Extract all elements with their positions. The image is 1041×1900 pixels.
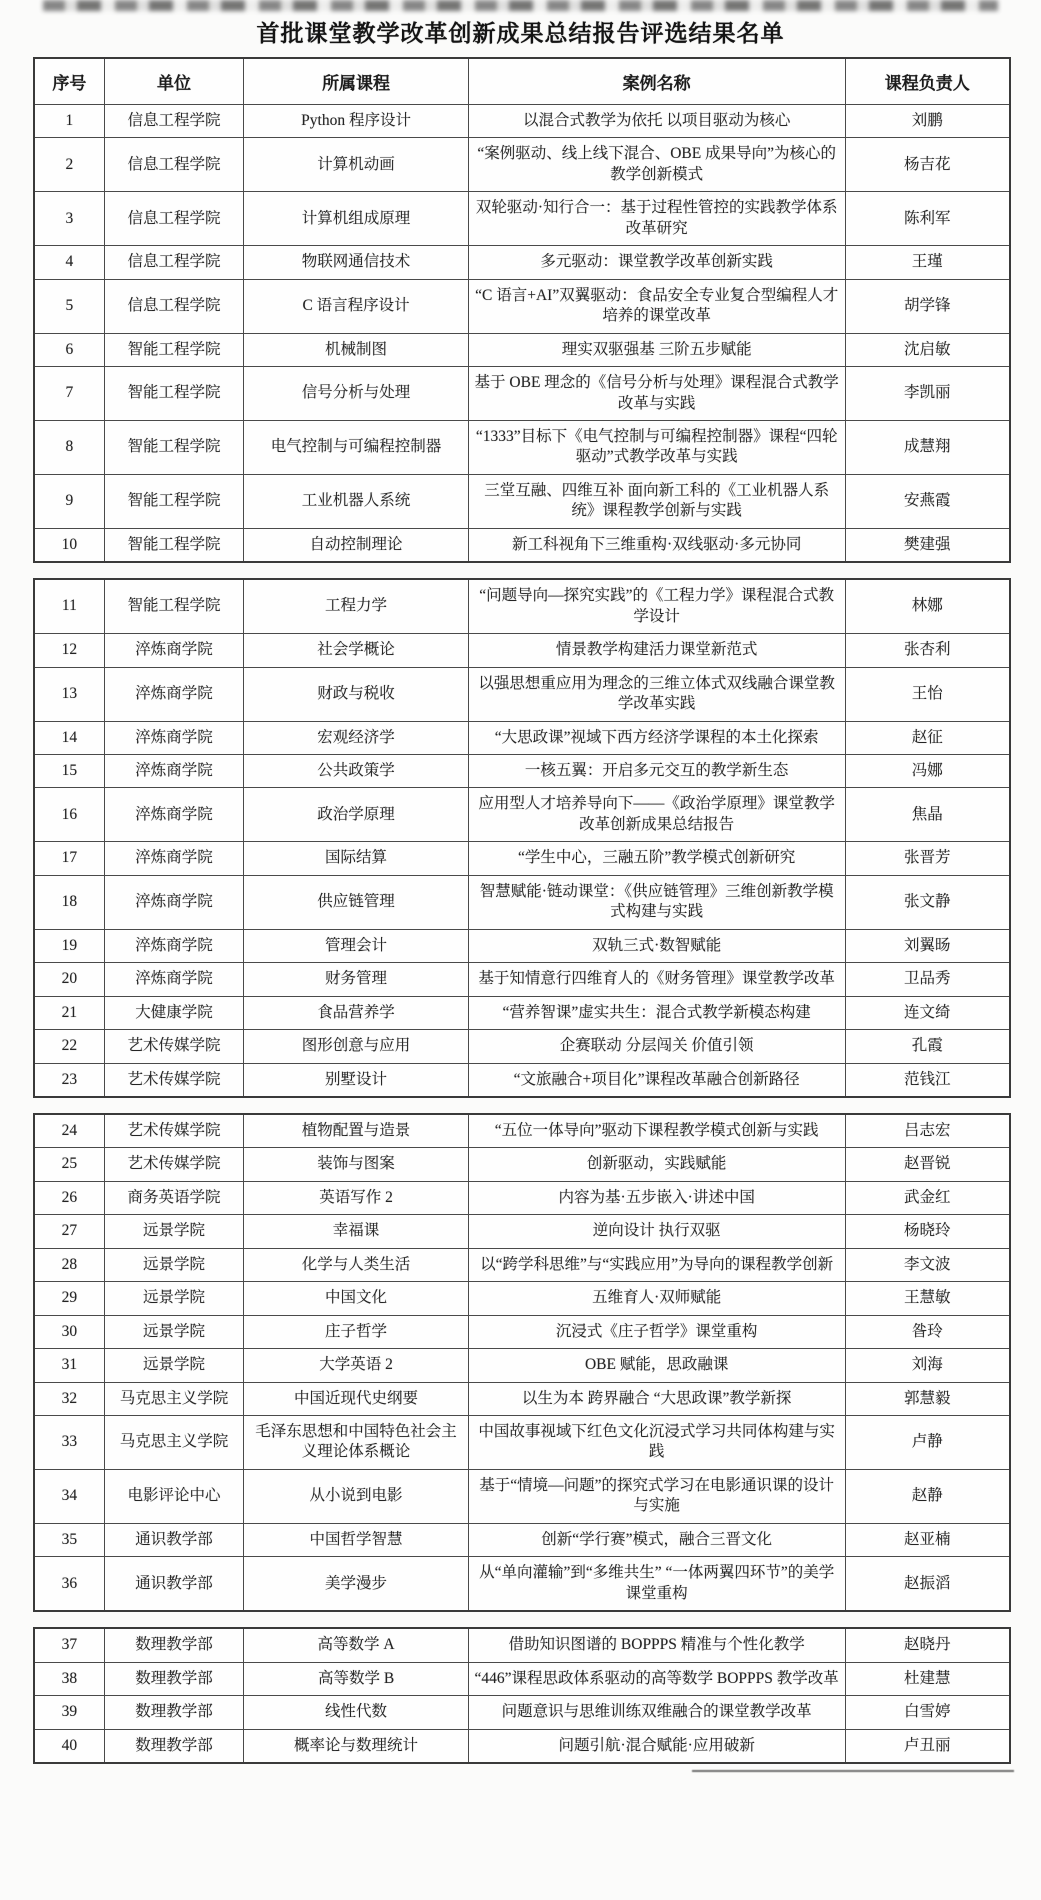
cell-course: 计算机组成原理	[244, 192, 468, 246]
cell-index: 17	[34, 842, 104, 875]
cell-unit: 淬炼商学院	[104, 667, 244, 721]
cell-index: 2	[34, 138, 104, 192]
cell-course: 机械制图	[244, 333, 468, 366]
cell-index: 37	[34, 1628, 104, 1662]
cell-course: 供应链管理	[244, 875, 468, 929]
cell-index: 38	[34, 1662, 104, 1695]
table-row	[34, 1662, 1010, 1695]
cell-unit: 信息工程学院	[104, 105, 244, 138]
cell-unit: 信息工程学院	[104, 138, 244, 192]
cell-case-title: 问题意识与思维训练双维融合的课堂教学改革	[468, 1696, 845, 1729]
cell-leader: 郭慧毅	[845, 1382, 1010, 1415]
table-row	[34, 1181, 1010, 1214]
cell-course: 自动控制理论	[244, 528, 468, 562]
cell-case-title: 以混合式教学为依托 以项目驱动为核心	[468, 105, 845, 138]
cell-case-title: 基于“情境—问题”的探究式学习在电影通识课的设计与实施	[468, 1469, 845, 1523]
cell-unit: 淬炼商学院	[104, 788, 244, 842]
table-area	[0, 57, 1041, 1764]
column-header-course: 所属课程	[244, 58, 468, 105]
cell-index: 29	[34, 1282, 104, 1315]
cell-leader: 陈利军	[845, 192, 1010, 246]
cell-course: 幸福课	[244, 1215, 468, 1248]
cell-case-title: 从“单向灌输”到“多维共生” “一体两翼四环节”的美学课堂重构	[468, 1557, 845, 1611]
cell-unit: 远景学院	[104, 1248, 244, 1281]
cell-case-title: 以强思想重应用为理念的三维立体式双线融合课堂教学改革实践	[468, 667, 845, 721]
cell-course: 管理会计	[244, 929, 468, 962]
table-row	[34, 105, 1010, 138]
cell-index: 8	[34, 420, 104, 474]
cell-leader: 范钱江	[845, 1063, 1010, 1097]
cell-case-title: 应用型人才培养导向下——《政治学原理》课堂教学改革创新成果总结报告	[468, 788, 845, 842]
cell-case-title: 以“跨学科思维”与“实践应用”为导向的课程教学创新	[468, 1248, 845, 1281]
table-row	[34, 474, 1010, 528]
table-row	[34, 842, 1010, 875]
cell-case-title: “446”课程思政体系驱动的高等数学 BOPPPS 教学改革	[468, 1662, 845, 1695]
cell-index: 22	[34, 1030, 104, 1063]
cell-course: 工程力学	[244, 579, 468, 633]
cell-case-title: 理实双驱强基 三阶五步赋能	[468, 333, 845, 366]
cell-case-title: “五位一体导向”驱动下课程教学模式创新与实践	[468, 1114, 845, 1148]
column-header-unit: 单位	[104, 58, 244, 105]
table-row	[34, 279, 1010, 333]
table-row	[34, 1315, 1010, 1348]
cell-case-title: “案例驱动、线上线下混合、OBE 成果导向”为核心的教学创新模式	[468, 138, 845, 192]
cell-case-title: 企赛联动 分层闯关 价值引领	[468, 1030, 845, 1063]
table-row	[34, 1382, 1010, 1415]
cell-leader: 杜建慧	[845, 1662, 1010, 1695]
cell-leader: 赵静	[845, 1469, 1010, 1523]
cell-case-title: 创新驱动，实践赋能	[468, 1148, 845, 1181]
cell-leader: 赵振滔	[845, 1557, 1010, 1611]
cell-case-title: 内容为基·五步嵌入·讲述中国	[468, 1181, 845, 1214]
cell-index: 36	[34, 1557, 104, 1611]
cell-leader: 卫品秀	[845, 963, 1010, 996]
cell-case-title: 一核五翼：开启多元交互的教学新生态	[468, 754, 845, 787]
cell-index: 25	[34, 1148, 104, 1181]
cell-case-title: “1333”目标下《电气控制与可编程控制器》课程“四轮驱动”式教学改革与实践	[468, 420, 845, 474]
cell-unit: 智能工程学院	[104, 420, 244, 474]
table-row	[34, 1469, 1010, 1523]
table-row	[34, 996, 1010, 1029]
cell-course: 高等数学 A	[244, 1628, 468, 1662]
cell-leader: 焦晶	[845, 788, 1010, 842]
cell-course: 植物配置与造景	[244, 1114, 468, 1148]
cell-course: 工业机器人系统	[244, 474, 468, 528]
cell-unit: 通识教学部	[104, 1523, 244, 1556]
cell-unit: 远景学院	[104, 1349, 244, 1382]
cell-course: 计算机动画	[244, 138, 468, 192]
cell-case-title: “学生中心，三融五阶”教学模式创新研究	[468, 842, 845, 875]
cell-leader: 张杏利	[845, 634, 1010, 667]
cell-unit: 艺术传媒学院	[104, 1148, 244, 1181]
cell-leader: 刘海	[845, 1349, 1010, 1382]
cell-course: 庄子哲学	[244, 1315, 468, 1348]
cell-index: 13	[34, 667, 104, 721]
page-title: 首批课堂教学改革创新成果总结报告评选结果名单	[256, 21, 785, 46]
column-header-index: 序号	[34, 58, 104, 105]
cell-course: 英语写作 2	[244, 1181, 468, 1214]
cell-case-title: 基于知情意行四维育人的《财务管理》课堂教学改革	[468, 963, 845, 996]
cell-unit: 数理教学部	[104, 1696, 244, 1729]
cell-unit: 通识教学部	[104, 1557, 244, 1611]
cell-index: 24	[34, 1114, 104, 1148]
cell-unit: 艺术传媒学院	[104, 1114, 244, 1148]
table-row	[34, 1248, 1010, 1281]
cell-leader: 李凯丽	[845, 367, 1010, 421]
cell-unit: 商务英语学院	[104, 1181, 244, 1214]
table-row	[34, 1148, 1010, 1181]
cell-unit: 淬炼商学院	[104, 929, 244, 962]
cell-unit: 马克思主义学院	[104, 1382, 244, 1415]
cell-course: 信号分析与处理	[244, 367, 468, 421]
cell-leader: 樊建强	[845, 528, 1010, 562]
table-row	[34, 1628, 1010, 1662]
cell-index: 7	[34, 367, 104, 421]
cell-case-title: 问题引航·混合赋能·应用破新	[468, 1729, 845, 1763]
cell-case-title: 中国故事视域下红色文化沉浸式学习共同体构建与实践	[468, 1416, 845, 1470]
results-table-segment-1	[33, 57, 1011, 563]
cell-index: 6	[34, 333, 104, 366]
table-row	[34, 721, 1010, 754]
cell-leader: 张晋芳	[845, 842, 1010, 875]
table-row	[34, 634, 1010, 667]
results-table-segment-3	[33, 1113, 1011, 1612]
cell-unit: 淬炼商学院	[104, 721, 244, 754]
top-cutoff-text-artifact	[43, 0, 998, 11]
cell-case-title: “文旅融合+项目化”课程改革融合创新路径	[468, 1063, 845, 1097]
table-row	[34, 1030, 1010, 1063]
cell-leader: 杨吉花	[845, 138, 1010, 192]
cell-course: 大学英语 2	[244, 1349, 468, 1382]
cell-course: 美学漫步	[244, 1557, 468, 1611]
cell-course: 财务管理	[244, 963, 468, 996]
column-header-leader: 课程负责人	[845, 58, 1010, 105]
cell-leader: 卢静	[845, 1416, 1010, 1470]
cell-index: 34	[34, 1469, 104, 1523]
cell-case-title: 逆向设计 执行双驱	[468, 1215, 845, 1248]
table-row	[34, 1114, 1010, 1148]
cell-course: 从小说到电影	[244, 1469, 468, 1523]
cell-course: 宏观经济学	[244, 721, 468, 754]
cell-case-title: “问题导向—探究实践”的《工程力学》课程混合式教学设计	[468, 579, 845, 633]
table-row	[34, 528, 1010, 562]
table-row	[34, 1696, 1010, 1729]
table-row	[34, 754, 1010, 787]
cell-case-title: 多元驱动：课堂教学改革创新实践	[468, 246, 845, 279]
cell-index: 30	[34, 1315, 104, 1348]
cell-index: 18	[34, 875, 104, 929]
cell-index: 12	[34, 634, 104, 667]
table-row	[34, 1215, 1010, 1248]
cell-case-title: 沉浸式《庄子哲学》课堂重构	[468, 1315, 845, 1348]
cell-leader: 胡学锋	[845, 279, 1010, 333]
cell-index: 10	[34, 528, 104, 562]
table-row	[34, 579, 1010, 633]
cell-unit: 淬炼商学院	[104, 875, 244, 929]
cell-case-title: 新工科视角下三维重构·双线驱动·多元协同	[468, 528, 845, 562]
cell-course: 社会学概论	[244, 634, 468, 667]
cell-index: 40	[34, 1729, 104, 1763]
cell-course: 公共政策学	[244, 754, 468, 787]
cell-leader: 成慧翔	[845, 420, 1010, 474]
cell-leader: 王怡	[845, 667, 1010, 721]
cell-unit: 远景学院	[104, 1215, 244, 1248]
cell-leader: 昝玲	[845, 1315, 1010, 1348]
cell-case-title: 以生为本 跨界融合 “大思政课”教学新探	[468, 1382, 845, 1415]
table-row	[34, 1063, 1010, 1097]
table-row	[34, 788, 1010, 842]
table-row	[34, 1416, 1010, 1470]
cell-case-title: OBE 赋能，思政融课	[468, 1349, 845, 1382]
cell-course: 高等数学 B	[244, 1662, 468, 1695]
table-row	[34, 1557, 1010, 1611]
cell-unit: 智能工程学院	[104, 474, 244, 528]
cell-unit: 远景学院	[104, 1282, 244, 1315]
cell-leader: 冯娜	[845, 754, 1010, 787]
cell-unit: 远景学院	[104, 1315, 244, 1348]
cell-leader: 赵晋锐	[845, 1148, 1010, 1181]
cell-unit: 马克思主义学院	[104, 1416, 244, 1470]
results-table-segment-2	[33, 578, 1011, 1098]
cell-leader: 连文绮	[845, 996, 1010, 1029]
cell-course: 中国文化	[244, 1282, 468, 1315]
cell-unit: 智能工程学院	[104, 367, 244, 421]
cell-course: 概率论与数理统计	[244, 1729, 468, 1763]
cell-unit: 智能工程学院	[104, 333, 244, 366]
cell-case-title: 基于 OBE 理念的《信号分析与处理》课程混合式教学改革与实践	[468, 367, 845, 421]
cell-index: 20	[34, 963, 104, 996]
cell-unit: 数理教学部	[104, 1628, 244, 1662]
table-row	[34, 875, 1010, 929]
table-row	[34, 138, 1010, 192]
cell-unit: 智能工程学院	[104, 528, 244, 562]
cell-index: 35	[34, 1523, 104, 1556]
cell-leader: 王瑾	[845, 246, 1010, 279]
cell-index: 15	[34, 754, 104, 787]
cell-leader: 白雪婷	[845, 1696, 1010, 1729]
cell-index: 4	[34, 246, 104, 279]
cell-unit: 淬炼商学院	[104, 634, 244, 667]
cell-course: 别墅设计	[244, 1063, 468, 1097]
table-row	[34, 420, 1010, 474]
cell-course: 中国近现代史纲要	[244, 1382, 468, 1415]
cell-course: 中国哲学智慧	[244, 1523, 468, 1556]
bottom-cutoff-table-edge	[692, 1770, 1014, 1772]
cell-case-title: “C 语言+AI”双翼驱动：食品安全专业复合型编程人才培养的课堂改革	[468, 279, 845, 333]
cell-leader: 卢丑丽	[845, 1729, 1010, 1763]
cell-course: 毛泽东思想和中国特色社会主义理论体系概论	[244, 1416, 468, 1470]
cell-leader: 赵征	[845, 721, 1010, 754]
cell-index: 16	[34, 788, 104, 842]
cell-leader: 刘鹏	[845, 105, 1010, 138]
cell-case-title: 创新“学行赛”模式，融合三晋文化	[468, 1523, 845, 1556]
cell-course: 线性代数	[244, 1696, 468, 1729]
table-row	[34, 963, 1010, 996]
cell-index: 9	[34, 474, 104, 528]
cell-leader: 赵亚楠	[845, 1523, 1010, 1556]
cell-case-title: “大思政课”视域下西方经济学课程的本土化探索	[468, 721, 845, 754]
table-row	[34, 667, 1010, 721]
cell-index: 21	[34, 996, 104, 1029]
cell-unit: 数理教学部	[104, 1662, 244, 1695]
cell-leader: 赵晓丹	[845, 1628, 1010, 1662]
cell-leader: 林娜	[845, 579, 1010, 633]
table-row	[34, 1282, 1010, 1315]
cell-unit: 淬炼商学院	[104, 842, 244, 875]
cell-unit: 电影评论中心	[104, 1469, 244, 1523]
cell-unit: 智能工程学院	[104, 579, 244, 633]
cell-course: Python 程序设计	[244, 105, 468, 138]
cell-leader: 杨晓玲	[845, 1215, 1010, 1248]
cell-index: 14	[34, 721, 104, 754]
cell-leader: 张文静	[845, 875, 1010, 929]
table-row	[34, 929, 1010, 962]
cell-leader: 武金红	[845, 1181, 1010, 1214]
cell-leader: 李文波	[845, 1248, 1010, 1281]
cell-leader: 安燕霞	[845, 474, 1010, 528]
cell-case-title: 五维育人·双师赋能	[468, 1282, 845, 1315]
cell-index: 3	[34, 192, 104, 246]
cell-case-title: 双轨三式·数智赋能	[468, 929, 845, 962]
cell-leader: 刘翼旸	[845, 929, 1010, 962]
table-row	[34, 333, 1010, 366]
cell-index: 28	[34, 1248, 104, 1281]
cell-case-title: 双轮驱动·知行合一：基于过程性管控的实践教学体系改革研究	[468, 192, 845, 246]
cell-index: 32	[34, 1382, 104, 1415]
cell-index: 39	[34, 1696, 104, 1729]
cell-index: 19	[34, 929, 104, 962]
table-row	[34, 367, 1010, 421]
cell-unit: 信息工程学院	[104, 279, 244, 333]
cell-index: 27	[34, 1215, 104, 1248]
cell-course: 物联网通信技术	[244, 246, 468, 279]
cell-index: 33	[34, 1416, 104, 1470]
cell-case-title: 借助知识图谱的 BOPPPS 精准与个性化教学	[468, 1628, 845, 1662]
cell-course: 财政与税收	[244, 667, 468, 721]
cell-unit: 数理教学部	[104, 1729, 244, 1763]
cell-index: 11	[34, 579, 104, 633]
table-row	[34, 1729, 1010, 1763]
cell-course: 电气控制与可编程控制器	[244, 420, 468, 474]
cell-unit: 信息工程学院	[104, 246, 244, 279]
cell-index: 26	[34, 1181, 104, 1214]
results-table-segment-4	[33, 1627, 1011, 1764]
cell-unit: 艺术传媒学院	[104, 1030, 244, 1063]
table-row	[34, 192, 1010, 246]
cell-leader: 王慧敏	[845, 1282, 1010, 1315]
cell-leader: 孔霞	[845, 1030, 1010, 1063]
cell-case-title: 三堂互融、四维互补 面向新工科的《工业机器人系统》课程教学创新与实践	[468, 474, 845, 528]
cell-unit: 信息工程学院	[104, 192, 244, 246]
table-header-row	[34, 58, 1010, 105]
column-header-case-title: 案例名称	[468, 58, 845, 105]
cell-index: 31	[34, 1349, 104, 1382]
cell-course: 政治学原理	[244, 788, 468, 842]
cell-leader: 吕志宏	[845, 1114, 1010, 1148]
cell-course: 装饰与图案	[244, 1148, 468, 1181]
cell-unit: 艺术传媒学院	[104, 1063, 244, 1097]
cell-unit: 淬炼商学院	[104, 754, 244, 787]
cell-unit: 淬炼商学院	[104, 963, 244, 996]
table-row	[34, 1349, 1010, 1382]
cell-unit: 大健康学院	[104, 996, 244, 1029]
cell-case-title: 情景教学构建活力课堂新范式	[468, 634, 845, 667]
cell-course: 图形创意与应用	[244, 1030, 468, 1063]
cell-index: 5	[34, 279, 104, 333]
cell-course: 食品营养学	[244, 996, 468, 1029]
cell-case-title: “营养智课”虚实共生：混合式教学新模态构建	[468, 996, 845, 1029]
cell-course: 化学与人类生活	[244, 1248, 468, 1281]
cell-case-title: 智慧赋能·链动课堂：《供应链管理》三维创新教学模式构建与实践	[468, 875, 845, 929]
cell-index: 1	[34, 105, 104, 138]
cell-course: C 语言程序设计	[244, 279, 468, 333]
table-row	[34, 246, 1010, 279]
table-row	[34, 1523, 1010, 1556]
cell-course: 国际结算	[244, 842, 468, 875]
cell-leader: 沈启敏	[845, 333, 1010, 366]
cell-index: 23	[34, 1063, 104, 1097]
